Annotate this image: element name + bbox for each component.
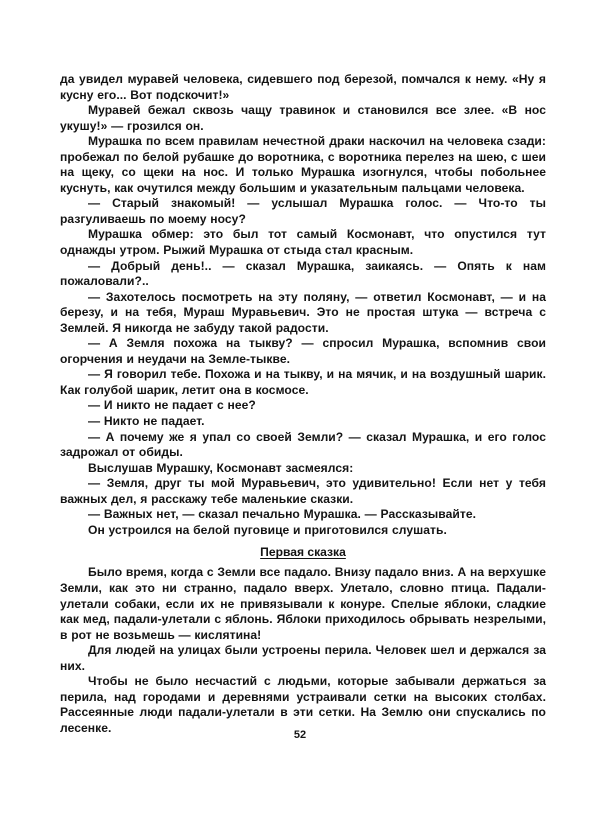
paragraph: Выслушав Мурашку, Космонавт засмеялся: xyxy=(88,460,354,475)
paragraph: — Важных нет, — сказал печально Мурашка. — Рассказывайте. xyxy=(88,507,477,522)
page-body xyxy=(60,72,546,736)
paragraph: Мурашка обмер: это был тот самый Космонавт, что опустился тут однажды утром. Рыжий Мурашка от стыда стал красным. xyxy=(60,227,546,258)
story-text-bottom xyxy=(60,565,546,736)
paragraph: Было время, когда с Земли все падало. Внизу падало вниз. А на верхушке Земли, как это ни странно, падало вверх. Улетало, словно птица. Падали-улетали собаки, если их не привязывали к конуре. Спелые яблоки, сладкие как мед, падали-улетали с яблонь. Яблоки приходилось обрывать незрелыми, в рот не возьмешь — кислятина! xyxy=(60,565,546,642)
paragraph: — А почему же я упал со своей Земли? — сказал Мурашка, и его голос задрожал от обиды. xyxy=(60,429,546,460)
paragraph: Для людей на улицах были устроены перила. Человек шел и держался за них. xyxy=(60,643,546,673)
paragraph: — Я говорил тебе. Похожа и на тыкву, и на мячик, и на воздушный шарик. Как голубой шарик, летит она в космосе. xyxy=(60,367,546,397)
page-number: 52 xyxy=(293,729,307,741)
paragraph: — Никто не падает. xyxy=(88,414,205,429)
paragraph: — Земля, друг ты мой Муравьевич, это удивительно! Если нет у тебя важных дел, я расскажу тебе маленькие сказки. xyxy=(60,476,546,506)
story-text-top xyxy=(60,72,546,538)
paragraph: Мурашка по всем правилам нечестной драки наскочил на человека сзади: пробежал по белой рубашке до воротника, с воротника перелез на шею, с шеи на щеку, со щеки на нос. И только Мурашка изогнулся, чтобы побольнее куснуть, как очутился между большим и указательным пальцами человека. xyxy=(60,134,546,195)
paragraph: Он устроился на белой пуговице и приготовился слушать. xyxy=(88,522,447,537)
paragraph: — Старый знакомый! — услышал Мурашка голос. — Что-то ты разгуливаешь по моему носу? xyxy=(60,196,546,226)
paragraph: Чтобы не было несчастий с людьми, которые забывали держаться за перила, над городами и деревнями устраивали сетки на высоких столбах. Рассеянные люди падали-улетали в эти сетки. На Землю они спускались по лесенке. xyxy=(60,674,546,735)
paragraph: — Захотелось посмотреть на эту поляну, — ответил Космонавт, — и на березу, и на тебя, Мураш Муравьевич. Это не простая штука — встреча с Землей. Я никогда не забуду такой радости. xyxy=(60,289,546,335)
chapter-heading: Первая сказка xyxy=(260,545,346,560)
paragraph: — Добрый день!.. — сказал Мурашка, заикаясь. — Опять к нам пожаловали?.. xyxy=(60,258,546,289)
paragraph: да увидел муравей человека, сидевшего под березой, помчался к нему. «Ну я кусну его... Вот подскочит!» xyxy=(60,72,546,102)
paragraph: — И никто не падает с нее? xyxy=(88,398,256,413)
paragraph: Муравей бежал сквозь чащу травинок и становился все злее. «В нос укушу!» — грозился он. xyxy=(60,103,546,133)
paragraph: — А Земля похожа на тыкву? — спросил Мурашка, вспомнив свои огорчения и неудачи на Земле-тыкве. xyxy=(60,336,546,366)
